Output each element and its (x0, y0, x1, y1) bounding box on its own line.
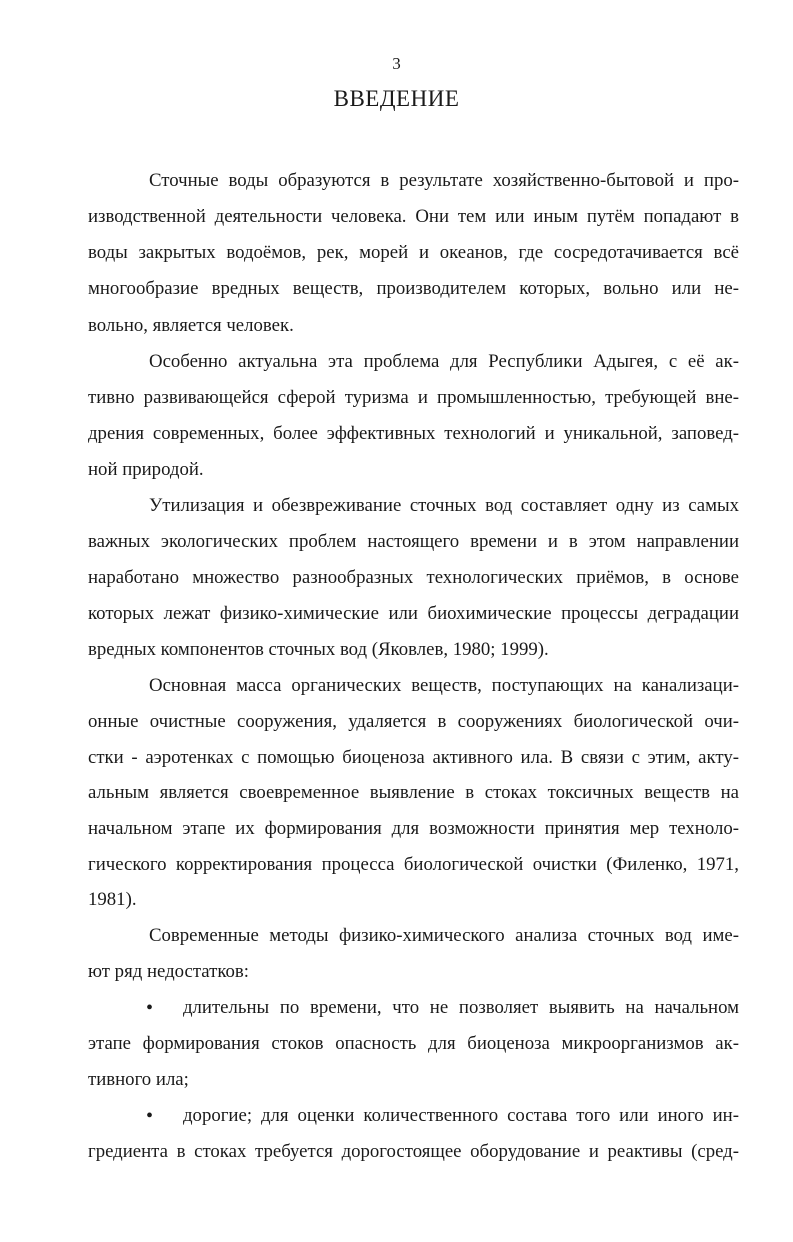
bullet-icon: • (146, 997, 154, 1019)
text-line: альным является своевременное выявление в стоках токсичных веществ на (88, 782, 739, 803)
page-title: ВВЕДЕНИЕ (333, 86, 460, 111)
text-line: многообразие вредных веществ, производителем которых, вольно или не- (88, 278, 739, 299)
text-line: ной природой. (88, 459, 204, 480)
text-line: стки - аэротенках с помощью биоценоза активного ила. В связи с этим, акту- (88, 747, 739, 768)
text-line: дрения современных, более эффективных технологий и уникальной, заповед- (88, 423, 739, 444)
text-line: начальном этапе их формирования для возможности принятия мер техноло- (88, 818, 739, 839)
text-line: Основная масса органических веществ, поступающих на канализаци- (149, 675, 739, 696)
text-line: гического корректирования процесса биологической очистки (Филенко, 1971, (88, 854, 739, 875)
bullet-icon: • (146, 1105, 154, 1127)
text-line: дорогие; для оценки количественного состава того или иного ин- (183, 1105, 739, 1126)
text-line: которых лежат физико-химические или биохимические процессы деградации (88, 603, 739, 624)
text-line: тивного ила; (88, 1069, 189, 1090)
text-line: важных экологических проблем настоящего времени и в этом направлении (88, 531, 739, 552)
text-line: Утилизация и обезвреживание сточных вод составляет одну из самых (149, 495, 739, 516)
text-line: этапе формирования стоков опасность для биоценоза микроорганизмов ак- (88, 1033, 739, 1054)
text-line: тивно развивающейся сферой туризма и промышленностью, требующей вне- (88, 387, 739, 408)
text-line: длительны по времени, что не позволяет выявить на начальном (183, 997, 739, 1018)
text-line: Современные методы физико-химического анализа сточных вод име- (149, 925, 739, 946)
text-line: Сточные воды образуются в результате хозяйственно-бытовой и про- (149, 170, 739, 191)
text-line: наработано множество разнообразных технологических приёмов, в основе (88, 567, 739, 588)
text-line: онные очистные сооружения, удаляется в сооружениях биологической очи- (88, 711, 739, 732)
text-line: ют ряд недостатков: (88, 961, 249, 982)
text-line: вредных компонентов сточных вод (Яковлев, 1980; 1999). (88, 639, 549, 660)
page-number: 3 (392, 54, 401, 73)
text-line: 1981). (88, 889, 137, 910)
text-line: воды закрытых водоёмов, рек, морей и океанов, где сосредотачивается всё (88, 242, 739, 263)
text-line: изводственной деятельности человека. Они тем или иным путём попадают в (88, 206, 739, 227)
text-line: вольно, является человек. (88, 315, 294, 336)
text-line: гредиента в стоках требуется дорогостоящее оборудование и реактивы (сред- (88, 1141, 739, 1162)
text-line: Особенно актуальна эта проблема для Республики Адыгея, с её ак- (149, 351, 739, 372)
